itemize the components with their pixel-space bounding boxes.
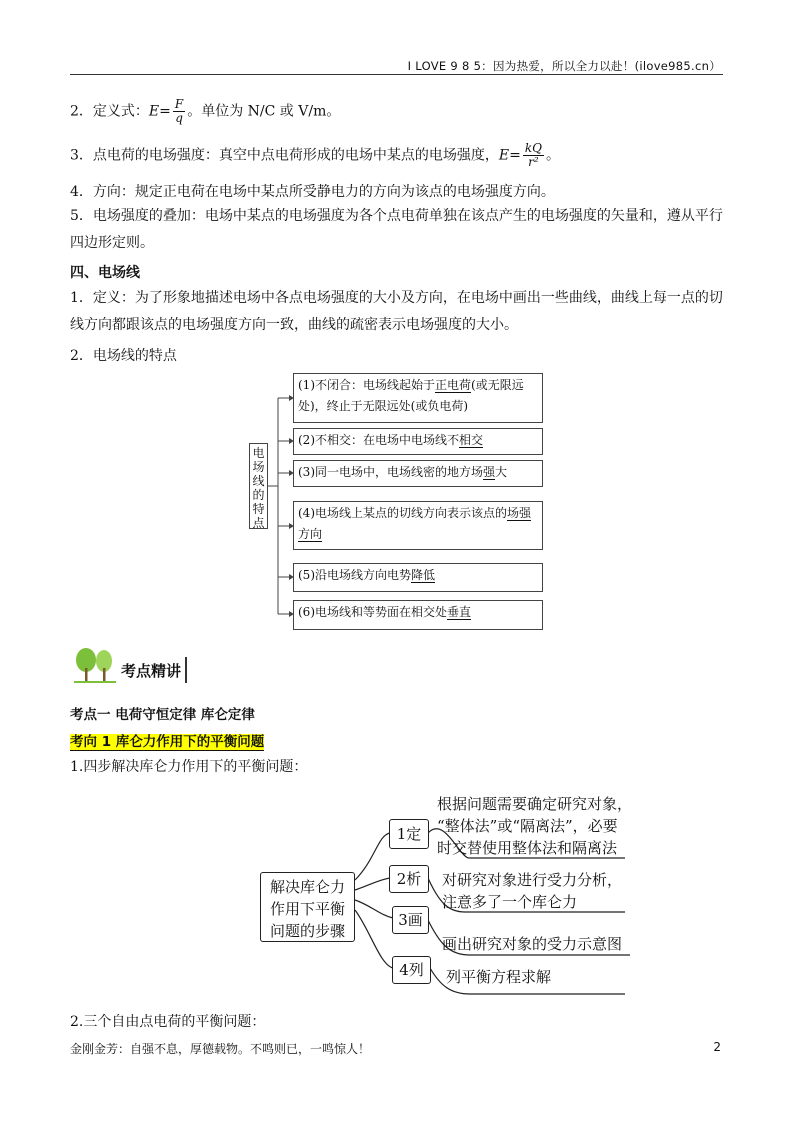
definition-eq: = (159, 103, 171, 120)
center-line: 作用下平衡 (269, 900, 345, 918)
step-2-line-2: 注意多了一个库仑力 (442, 893, 578, 911)
center-line: 解决库仑力 (269, 878, 345, 896)
feature-text: (5)沿电场线方向电势 (298, 568, 411, 582)
step-box-4: 4列 (392, 956, 431, 984)
fraction-numerator: F (174, 97, 184, 111)
step-box-3: 3画 (392, 906, 429, 934)
step-2-line-1: 对研究对象进行受力分析， (442, 871, 623, 889)
exam-point-title: 考点一 电荷守恒定律 库仑定律 (70, 707, 255, 723)
feature-text: 大 (495, 465, 508, 479)
banner-title: 考点精讲 (121, 662, 182, 680)
superposition-paragraph: 5．电场强度的叠加：电场中某点的电场强度为各个点电荷单独在该点产生的电场强度的矢量和，遵从平行四边形定则。 (70, 208, 723, 251)
highlighted-direction: 考向 1 库仑力作用下的平衡问题 (70, 734, 265, 750)
point-charge-suffix: 。 (545, 147, 560, 164)
feature-text: (3)同一电场中，电场线密的地方场 (298, 465, 483, 479)
step-1-line-2: “整体法”或“隔离法”，必要 (437, 817, 618, 835)
step-4-text: 列平衡方程求解 (446, 968, 552, 986)
feature-keyword: 强 (483, 465, 496, 479)
four-steps-title: 1.四步解决库仑力作用下的平衡问题： (70, 759, 308, 775)
definition-prefix: 2．定义式： (70, 103, 149, 120)
center-line: 问题的步骤 (269, 922, 345, 940)
page-number: 2 (713, 1040, 721, 1054)
step-box-1: 1定 (389, 819, 429, 849)
feature-keyword: 相交 (459, 433, 484, 447)
feature-keyword: 垂直 (447, 605, 472, 619)
step-box-2: 2析 (389, 865, 429, 893)
page-header: I LOVE 9 8 5：因为热爱，所以全力以赴！(ilove985.cn） (407, 59, 721, 73)
definition-E: E (148, 103, 160, 120)
feature-text: (1)不闭合：电场线起始于 (298, 378, 435, 392)
section-heading: 四、电场线 (70, 265, 140, 281)
footer-motto: 金刚金芳：自强不息，厚德载物。不鸣则已，一鸣惊人！ (70, 1042, 371, 1056)
features-title: 2．电场线的特点 (70, 348, 177, 364)
field-line-definition: 1．定义：为了形象地描述电场中各点电场强度的大小及方向，在电场中画出一些曲线，曲线上每一点的切线方向都跟该点的电场强度方向一致，曲线的疏密表示电场强度的大小。 (70, 290, 723, 333)
step-1-line-3: 时交替使用整体法和隔离法 (437, 839, 618, 857)
fraction-numerator: kQ (524, 141, 542, 155)
feature-keyword: 降低 (411, 568, 436, 582)
three-free-charges-title: 2.三个自由点电荷的平衡问题： (70, 1014, 266, 1030)
feature-text: (4)电场线上某点的切线方向表示该点的 (298, 506, 507, 520)
point-charge-E: E (498, 147, 510, 164)
features-root-text: 电场线的特点 (252, 446, 265, 530)
step-1-line-1: 根据问题需要确定研究对象， (437, 795, 633, 813)
feature-text: (或无限远处)，终止于无限远处(或负电荷) (298, 378, 524, 413)
feature-text: (2)不相交：在电场中电场线不 (298, 433, 459, 447)
fraction-denominator: r² (528, 155, 539, 169)
definition-suffix: 。单位为 N/C 或 V/m。 (187, 103, 341, 120)
point-charge-prefix: 3．点电荷的电场强度：真空中点电荷形成的电场中某点的电场强度， (70, 147, 499, 164)
feature-keyword: 场强方向 (298, 506, 532, 541)
feature-keyword: 正电荷 (435, 378, 472, 392)
fraction-denominator: q (175, 111, 183, 125)
feature-text: (6)电场线和等势面在相交处 (298, 605, 447, 619)
step-3-text: 画出研究对象的受力示意图 (442, 935, 623, 953)
point-charge-eq: = (509, 147, 521, 164)
direction-line: 4．方向：规定正电荷在电场中某点所受静电力的方向为该点的电场强度方向。 (70, 184, 555, 200)
mindmap-center (260, 872, 355, 942)
